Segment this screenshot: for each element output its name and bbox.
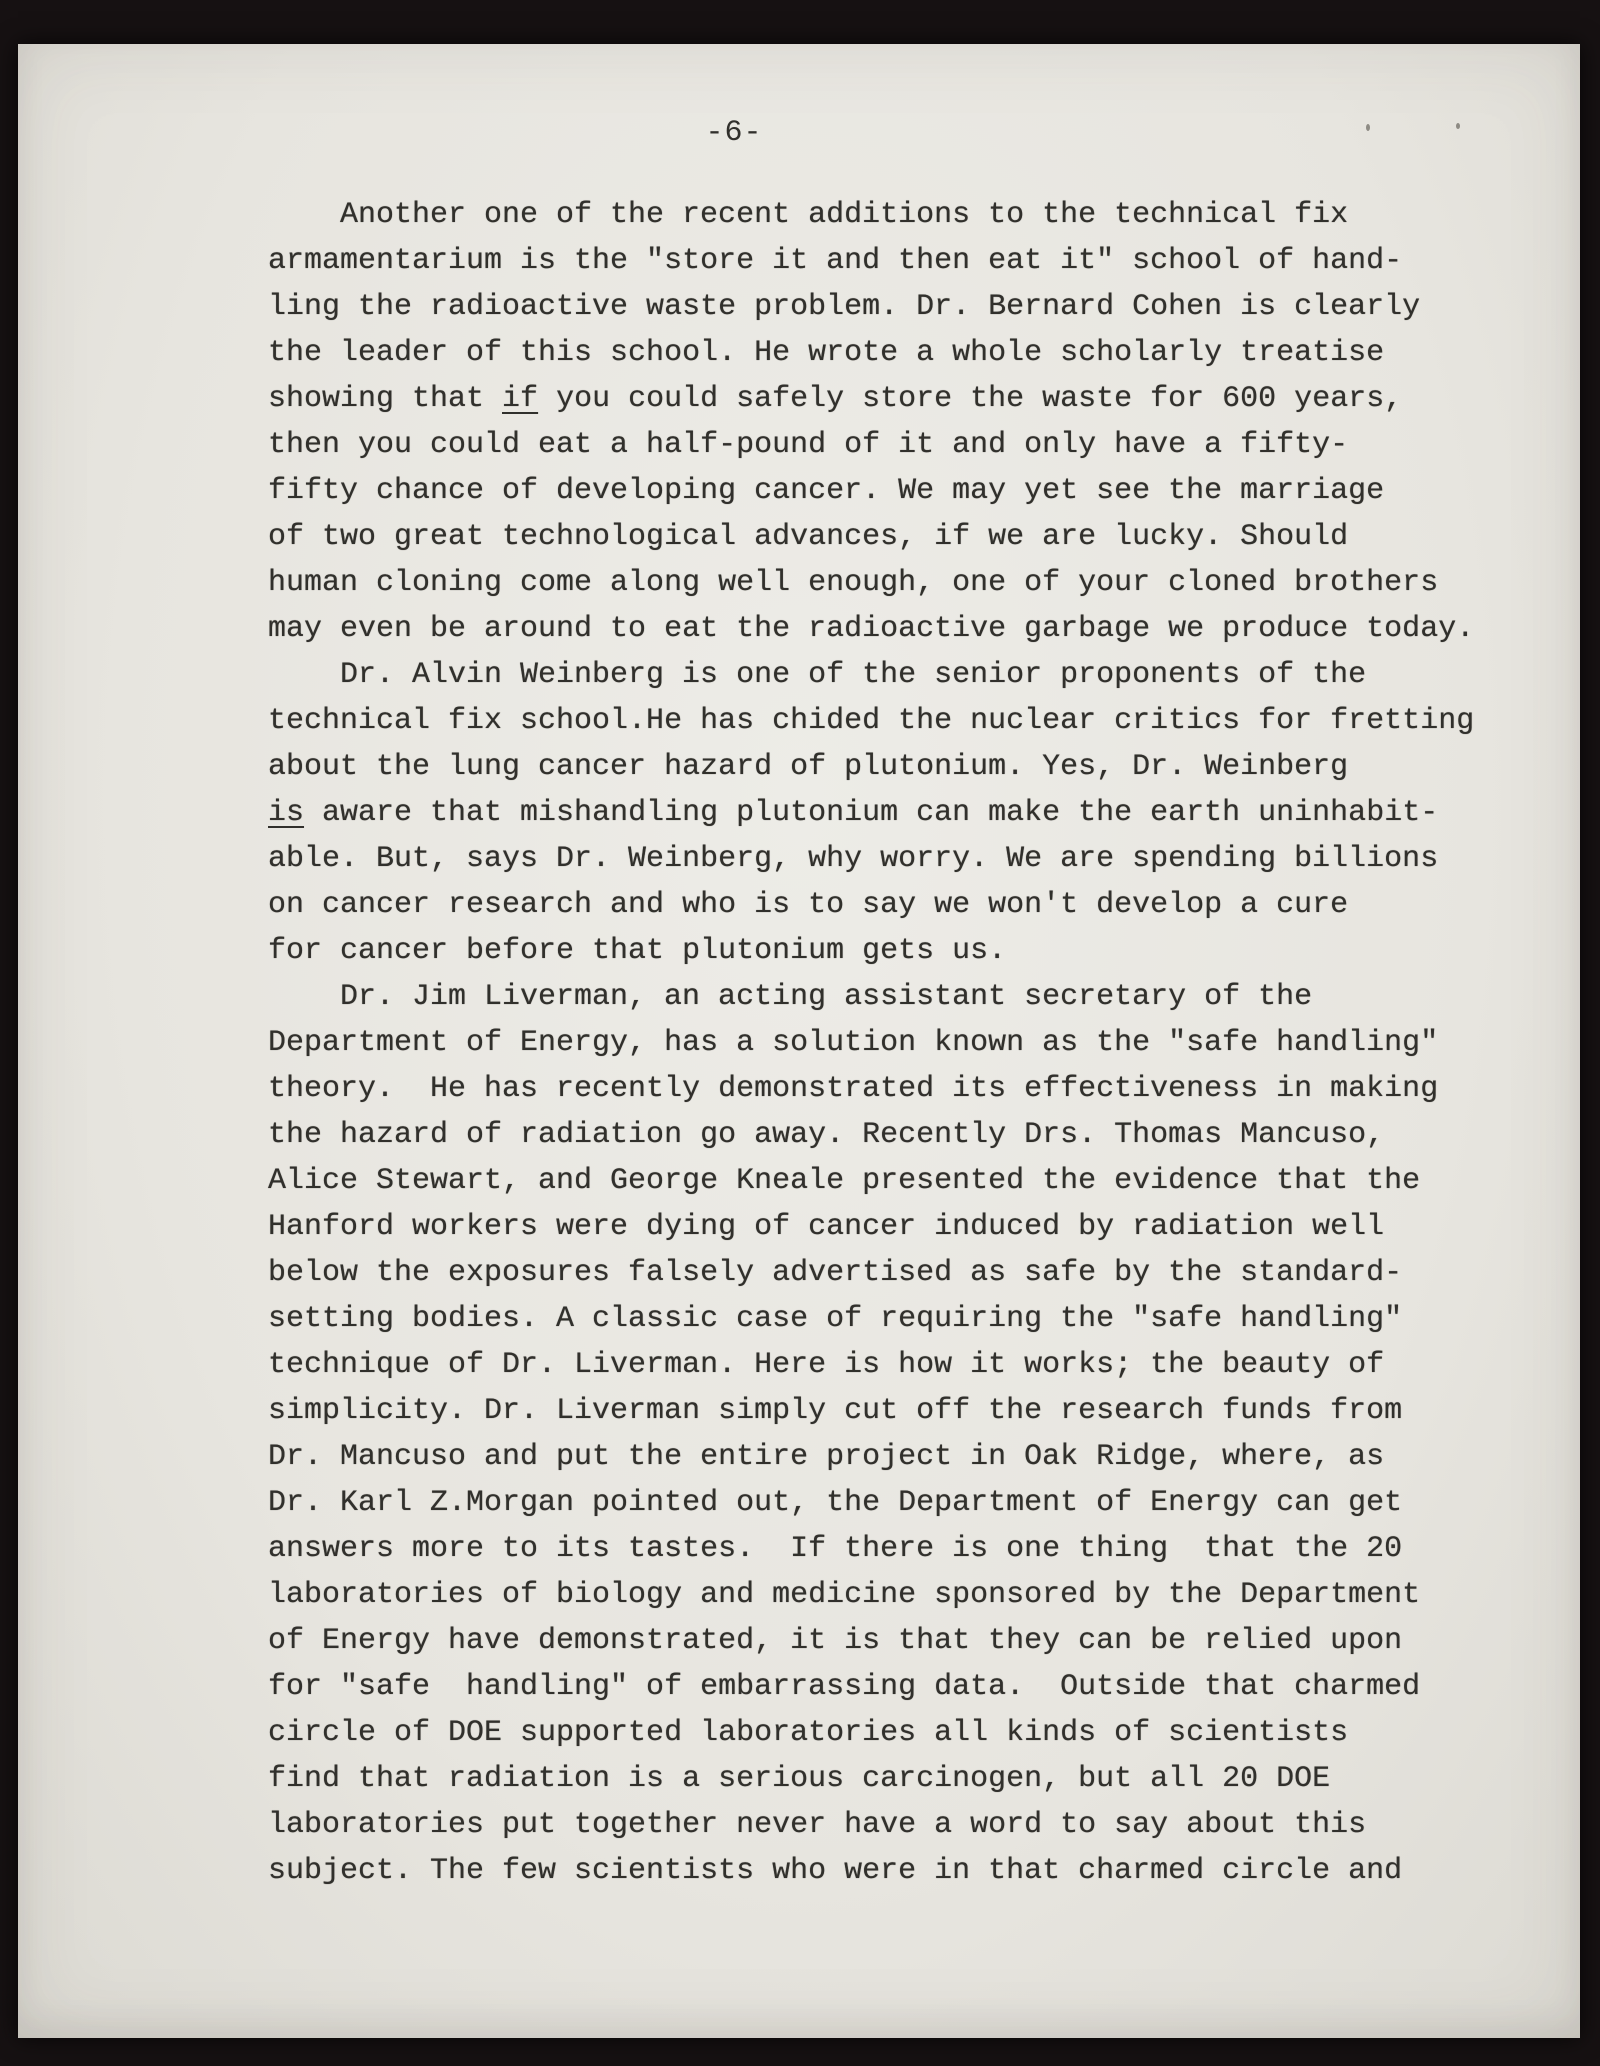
line-text: find that radiation is a serious carcinogen, but all 20 DOE [268, 1762, 1331, 1796]
document-line [268, 1572, 1548, 1618]
document-line [268, 1158, 1548, 1204]
line-text: then you could eat a half-pound of it and only have a fifty- [268, 428, 1349, 462]
document-line [268, 1710, 1548, 1756]
line-text: technique of Dr. Liverman. Here is how it works; the beauty of [268, 1348, 1385, 1382]
line-text: Hanford workers were dying of cancer induced by radiation well [268, 1210, 1385, 1244]
document-text-block [268, 192, 1548, 1894]
line-text: circle of DOE supported laboratories all kinds of scientists [268, 1716, 1349, 1750]
document-line [268, 606, 1548, 652]
document-line [268, 192, 1548, 238]
document-line [268, 1020, 1548, 1066]
line-text: below the exposures falsely advertised as safe by the standard- [268, 1256, 1403, 1290]
document-line [268, 514, 1548, 560]
underlined-word: is [268, 796, 305, 830]
document-line [268, 376, 1548, 422]
line-text: of Energy have demonstrated, it is that they can be relied upon [268, 1624, 1403, 1658]
document-line [268, 1756, 1548, 1802]
line-text: aware that mishandling plutonium can make the earth uninhabit- [304, 796, 1439, 830]
line-text: for "safe handling" of embarrassing data. Outside that charmed [268, 1670, 1421, 1704]
line-text: the hazard of radiation go away. Recently Drs. Thomas Mancuso, [268, 1118, 1385, 1152]
document-line [268, 1296, 1548, 1342]
document-line [268, 560, 1548, 606]
line-text: Dr. Karl Z.Morgan pointed out, the Department of Energy can get [268, 1486, 1403, 1520]
document-line [268, 1526, 1548, 1572]
line-text: of two great technological advances, if we are lucky. Should [268, 520, 1349, 554]
line-text: Dr. Mancuso and put the entire project in Oak Ridge, where, as [268, 1440, 1385, 1474]
document-line [268, 1250, 1548, 1296]
document-line [268, 652, 1548, 698]
paper-sheet [18, 44, 1580, 2038]
document-line [268, 974, 1548, 1020]
line-text: about the lung cancer hazard of plutonium. Yes, Dr. Weinberg [268, 750, 1349, 784]
document-line [268, 698, 1548, 744]
line-text: Another one of the recent additions to the technical fix [340, 198, 1349, 232]
document-line [268, 836, 1548, 882]
line-text: ling the radioactive waste problem. Dr. Bernard Cohen is clearly [268, 290, 1421, 324]
scan-speck [1366, 124, 1370, 131]
line-text: showing that [268, 382, 503, 416]
document-line [268, 1388, 1548, 1434]
document-line [268, 1664, 1548, 1710]
line-text: theory. He has recently demonstrated its effectiveness in making [268, 1072, 1439, 1106]
document-line [268, 284, 1548, 330]
line-text: Alice Stewart, and George Kneale presented the evidence that the [268, 1164, 1421, 1198]
line-text: setting bodies. A classic case of requiring the "safe handling" [268, 1302, 1403, 1336]
line-text: human cloning come along well enough, one of your cloned brothers [268, 566, 1439, 600]
line-text: answers more to its tastes. If there is one thing that the 20 [268, 1532, 1403, 1566]
line-text: able. But, says Dr. Weinberg, why worry. We are spending billions [268, 842, 1439, 876]
document-line [268, 330, 1548, 376]
document-line [268, 1066, 1548, 1112]
scan-speck [1456, 123, 1460, 129]
line-text: on cancer research and who is to say we won't develop a cure [268, 888, 1349, 922]
line-text: you could safely store the waste for 600 years, [538, 382, 1403, 416]
document-line [268, 1342, 1548, 1388]
line-text: Dr. Jim Liverman, an acting assistant secretary of the [340, 980, 1313, 1014]
document-line [268, 422, 1548, 468]
document-line [268, 1112, 1548, 1158]
document-line [268, 882, 1548, 928]
line-text: Department of Energy, has a solution known as the "safe handling" [268, 1026, 1439, 1060]
document-line [268, 1802, 1548, 1848]
line-text: armamentarium is the "store it and then eat it" school of hand- [268, 244, 1403, 278]
document-line [268, 1434, 1548, 1480]
document-line [268, 468, 1548, 514]
document-line [268, 928, 1548, 974]
document-line [268, 1618, 1548, 1664]
underlined-word: if [502, 382, 539, 416]
line-text: laboratories of biology and medicine sponsored by the Department [268, 1578, 1421, 1612]
line-text: the leader of this school. He wrote a whole scholarly treatise [268, 336, 1385, 370]
document-line [268, 1480, 1548, 1526]
line-text: for cancer before that plutonium gets us. [268, 934, 1007, 968]
page-number: -6- [705, 116, 763, 150]
line-text: fifty chance of developing cancer. We may yet see the marriage [268, 474, 1385, 508]
document-line [268, 1848, 1548, 1894]
line-text: subject. The few scientists who were in that charmed circle and [268, 1854, 1403, 1888]
document-line [268, 1204, 1548, 1250]
line-text: simplicity. Dr. Liverman simply cut off the research funds from [268, 1394, 1403, 1428]
document-line [268, 744, 1548, 790]
line-text: laboratories put together never have a word to say about this [268, 1808, 1367, 1842]
document-line [268, 790, 1548, 836]
line-text: technical fix school.He has chided the nuclear critics for fretting [268, 704, 1475, 738]
document-line [268, 238, 1548, 284]
line-text: may even be around to eat the radioactive garbage we produce today. [268, 612, 1475, 646]
line-text: Dr. Alvin Weinberg is one of the senior proponents of the [340, 658, 1367, 692]
